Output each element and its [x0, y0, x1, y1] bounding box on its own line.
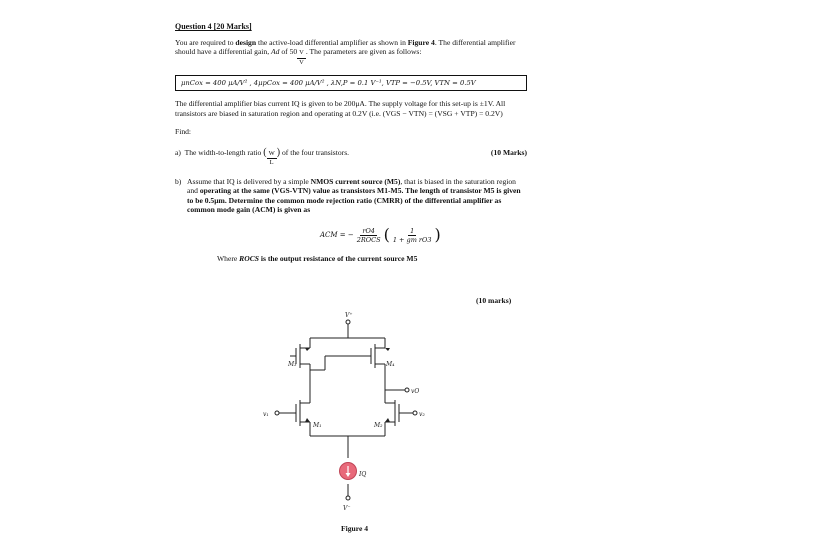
part-b-label: b) [175, 176, 182, 186]
bias-paragraph: The differential amplifier bias current IQ is given to be 200μA. The supply voltage for this set-up is ±1V. All transistors are biased in saturation region and operating at 0.2V (i.e. (VGS − VTN) = (VSG + VTP) = 0.2V) [175, 99, 506, 118]
v2-node [413, 411, 417, 415]
gain-value: of 50 [279, 47, 298, 57]
formula-lhs: ACM = − [320, 231, 354, 240]
vminus-node [346, 496, 350, 500]
wl-num: W [267, 150, 277, 159]
gain-symbol: Ad [271, 47, 280, 57]
acm-formula: ACM = − $\frac{rO4}{\text{2ROCS}}$ ( $\frac{1}{\text{1 + gm rO3}}$ ) [320, 225, 441, 245]
vminus-label: V⁻ [343, 505, 351, 512]
intro-text-b: the active-load differential amplifier as shown in [256, 38, 408, 47]
gain-unit-den: V [299, 58, 304, 66]
m3-label: M₃ [288, 361, 297, 368]
formula-frac [357, 227, 381, 244]
question-page [175, 22, 527, 264]
iq-label: IQ [359, 471, 367, 478]
part-b-text1b: NMOS current source (M5) [310, 176, 401, 186]
part-a-label: a) [175, 147, 181, 157]
part-b-marks: (10 marks) [476, 296, 512, 305]
question-title: Question 4 [20 Marks] [175, 22, 252, 31]
parameters-box: μnCox = 400 μA/V² , 4μpCox = 400 μA/V² , λN,P = 0.1 V⁻¹, VTP = −0.5V, VTN = 0.5V [175, 75, 527, 91]
vplus-label: V⁺ [345, 312, 353, 319]
part-b [175, 177, 527, 264]
gain-unit-num: V [297, 49, 306, 58]
v1-node [275, 411, 279, 415]
where-text2: is the output resistance of the current source M5 [258, 254, 418, 264]
part-b-text2b: operating at the same (VGS-VTN) value as transistors M1-M5. The length of transistor M5 is given to be 0.5μm. Determine the common mode rejection ratio (CMRR) of the differential amplifier as common mode gain (ACM) is given as [187, 186, 521, 215]
intro-paragraph [175, 38, 527, 67]
part-a: a) The width-to-length ratio ( $\frac{W}{L}$ ) of the four transistors. (10 Marks) [175, 146, 527, 166]
intro-text-a: You are required to [175, 38, 236, 47]
vo-node [405, 388, 409, 392]
part-a-marks: (10 Marks) [490, 147, 527, 157]
wl-den: L [269, 158, 274, 166]
vo-label: vO [411, 388, 420, 395]
intro-text-d: . The parameters are given as follows: [305, 47, 422, 57]
m2-label: M₂ [374, 422, 383, 429]
vplus-node [346, 320, 350, 324]
wl-ratio [267, 150, 277, 167]
formula-inner-num: 1 [410, 226, 415, 235]
intro-figure-ref: Figure 4 [407, 38, 435, 47]
formula-inner-den: 1 + gm rO3 [392, 235, 432, 244]
formula-den: 2ROCS [356, 235, 381, 244]
v1-label: v₁ [263, 411, 269, 418]
figure-caption: Figure 4 [341, 524, 369, 533]
part-a-text: The width-to-length ratio [184, 147, 262, 157]
formula-inner-frac [393, 227, 432, 244]
m1-label: M₁ [313, 422, 322, 429]
formula-num: rO4 [362, 226, 375, 235]
intro-text-c: . The differential amplifier should have a differential gain, [175, 38, 516, 57]
intro-design: design [235, 38, 257, 47]
part-b-text [187, 177, 527, 215]
v2-label: v₂ [419, 411, 425, 418]
m4-label: M₄ [386, 361, 395, 368]
part-b-text1: Assume that IQ is delivered by a simple [187, 176, 311, 186]
find-label: Find: [175, 127, 192, 137]
where-line [217, 254, 527, 263]
where-symbol: ROCS [239, 254, 259, 264]
where-text1: Where [217, 254, 240, 264]
part-a-text2: of the four transistors. [281, 147, 350, 157]
part-b-text2: , that is biased in the saturation region and [187, 176, 516, 196]
circuit-diagram [255, 308, 455, 523]
gain-unit [297, 49, 306, 66]
